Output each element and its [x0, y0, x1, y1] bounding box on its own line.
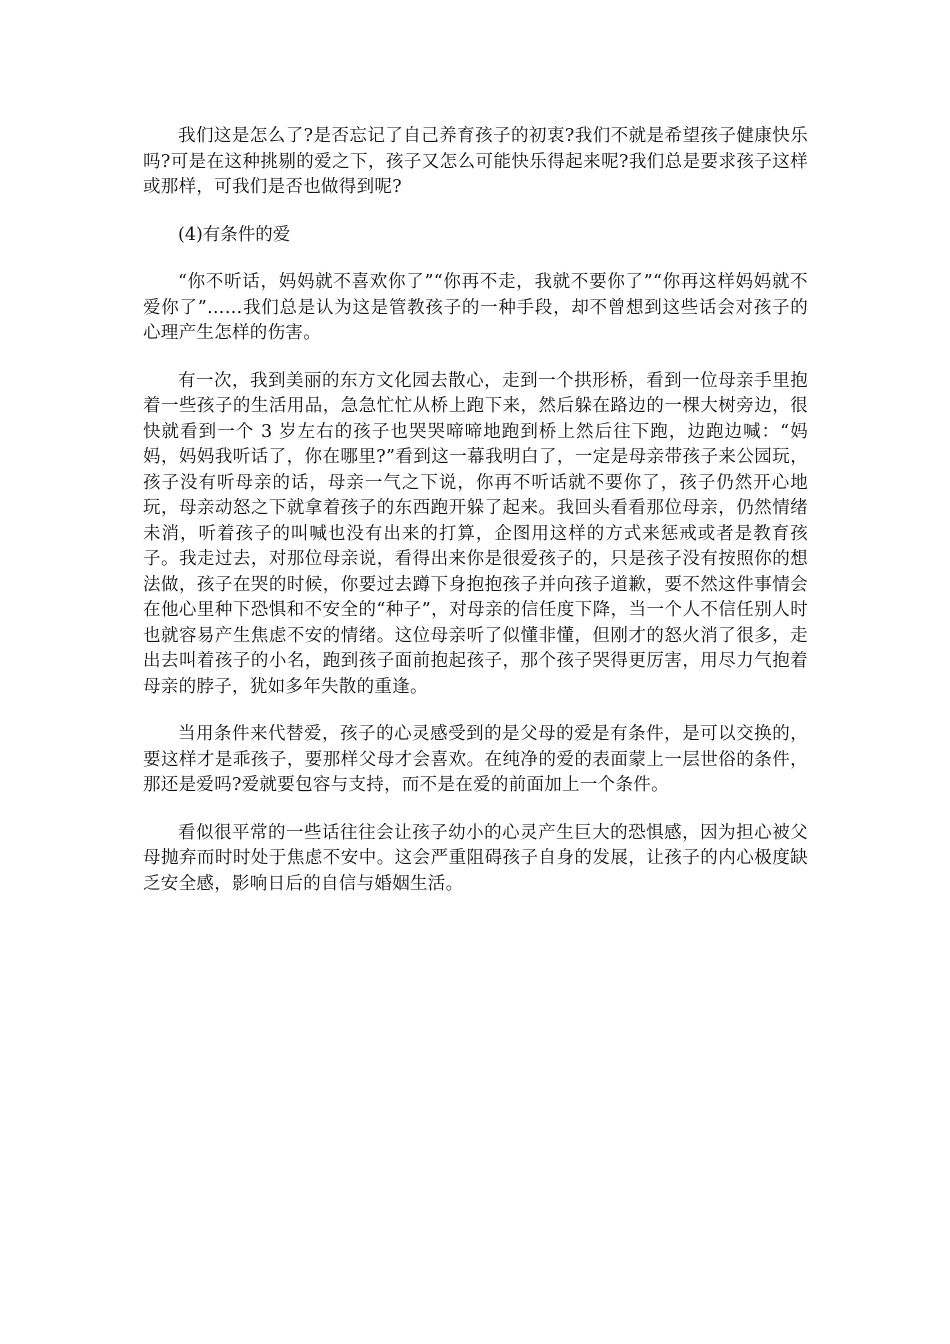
document-body: [143, 124, 808, 919]
paragraph-conditional-love: 当用条件来代替爱，孩子的心灵感受到的是父母的爱是有条件，是可以交换的，要这样才是乖孩子，要那样父母才会喜欢。在纯净的爱的表面蒙上一层世俗的条件，那还是爱吗?爱就要包容与支持，而不是在爱的前面加上一个条件。: [143, 724, 808, 795]
section-heading: (4)有条件的爱: [178, 224, 291, 245]
paragraph-quotes: “你不听话，妈妈就不喜欢你了”“你再不走，我就不要你了”“你再这样妈妈就不爱你了”……我们总是认为这是管教孩子的一种手段，却不曾想到这些话会对孩子的心理产生怎样的伤害。: [143, 272, 808, 343]
paragraph-conclusion: 看似很平常的一些话往往会让孩子幼小的心灵产生巨大的恐惧感，因为担心被父母抛弃而时时处于焦虑不安中。这会严重阻碍孩子自身的发展，让孩子的内心极度缺乏安全感，影响日后的自信与婚姻生活。: [143, 822, 808, 894]
paragraph-story: 有一次，我到美丽的东方文化园去散心，走到一个拱形桥，看到一位母亲手里抱着一些孩子的生活用品，急急忙忙从桥上跑下来，然后躲在路边的一棵大树旁边，很快就看到一个 3 岁左右的孩子也哭哭啼啼地跑到桥上然后往下跑，边跑边喊：“妈妈，妈妈我听话了，你在哪里?”看到这一幕我明白了，一定是母亲带孩子来公园玩，孩子没有听母亲的话，母亲一气之下说，你再不听话就不要你了，孩子仍然开心地玩，母亲动怒之下就拿着孩子的东西跑开躲了起来。我回头看看那位母亲，仍然情绪未消，听着孩子的叫喊也没有出来的打算，企图用这样的方式来惩戒或者是教育孩子。我走过去，对那位母亲说，看得出来你是很爱孩子的，只是孩子没有按照你的想法做，孩子在哭的时候，你要过去蹲下身抱抱孩子并向孩子道歉，要不然这件事情会在他心里种下恐惧和不安全的“种子”，对母亲的信任度下降，当一个人不信任别人时也就容易产生焦虑不安的情绪。这位母亲听了似懂非懂，但刚才的怒火消了很多，走出去叫着孩子的小名，跑到孩子面前抱起孩子，那个孩子哭得更厉害，用尽力气抱着母亲的脖子，犹如多年失散的重逢。: [143, 370, 808, 697]
paragraph-intro: 我们这是怎么了?是否忘记了自己养育孩子的初衷?我们不就是希望孩子健康快乐吗?可是在这种挑剔的爱之下，孩子又怎么可能快乐得起来呢?我们总是要求孩子这样或那样，可我们是否也做得到呢?: [143, 126, 808, 197]
